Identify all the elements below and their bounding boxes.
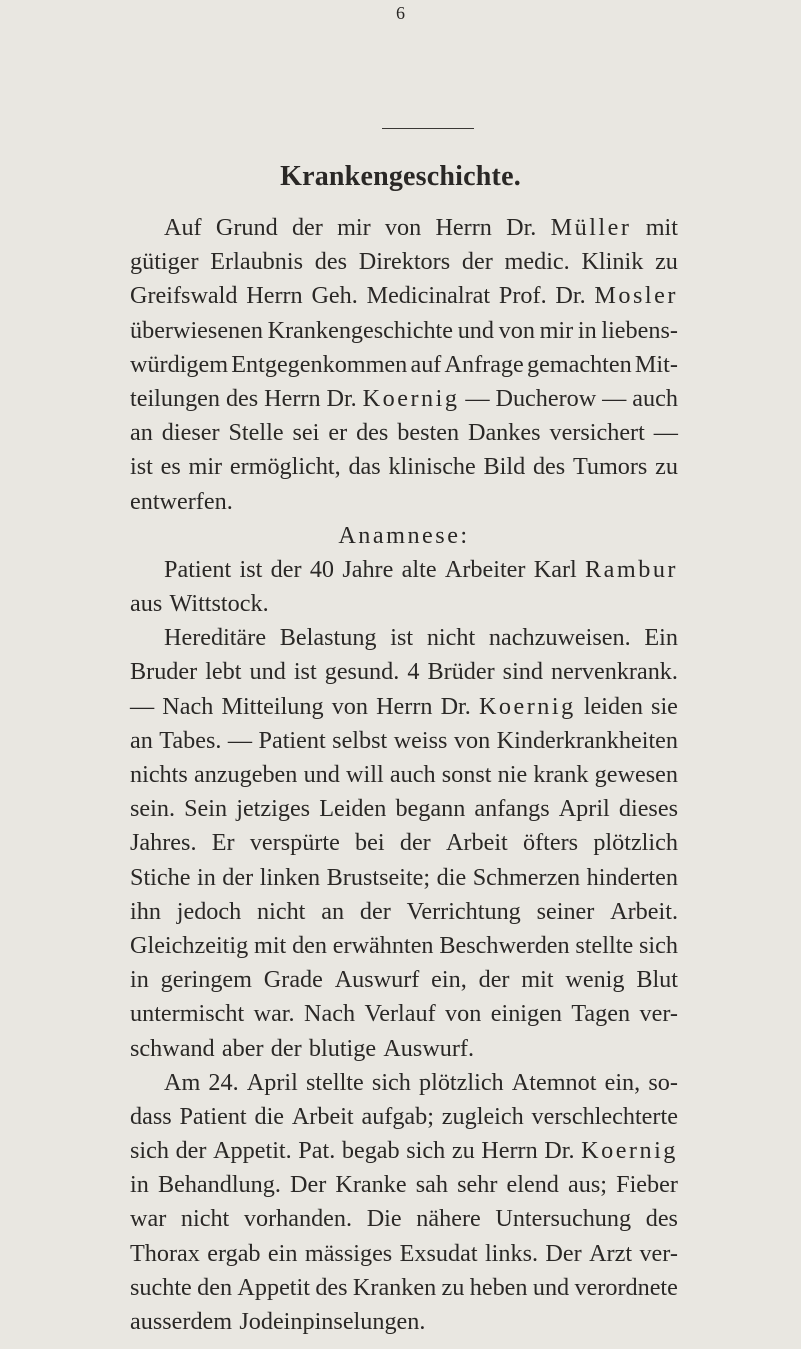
word: an: [130, 419, 153, 447]
word: Kranken: [352, 1273, 437, 1301]
word: aus: [130, 590, 163, 618]
word: sah: [415, 1171, 448, 1199]
word: Herrn: [435, 214, 492, 241]
word: und: [303, 761, 340, 788]
word: Dr.: [506, 214, 537, 241]
word: Verrichtung: [406, 897, 521, 925]
word: Dr.: [326, 384, 357, 412]
word: zu: [441, 1273, 465, 1301]
word: ist: [293, 658, 317, 686]
word: Tagen: [571, 1000, 631, 1028]
word: von: [445, 1000, 482, 1028]
word: Der: [545, 1239, 582, 1267]
word: und: [249, 658, 286, 686]
word: von: [453, 726, 491, 754]
word: so-: [648, 1068, 678, 1096]
word: dieser: [161, 419, 220, 447]
header-rule: [382, 128, 474, 129]
word: und: [532, 1273, 570, 1301]
word: Herrn: [376, 692, 433, 720]
word: Koernig: [581, 1137, 678, 1165]
word: anzugeben: [193, 761, 298, 788]
word: Bruder: [130, 658, 198, 686]
word: Thorax: [130, 1239, 200, 1267]
word: —: [130, 692, 155, 720]
word: Dr.: [440, 692, 471, 720]
word: Stiche: [130, 863, 191, 891]
word: bei: [355, 829, 385, 857]
word: begann: [395, 795, 466, 823]
word: den: [292, 931, 327, 959]
word: vorhanden.: [243, 1205, 353, 1233]
word: Geh.: [311, 282, 358, 310]
word: ihn: [130, 897, 161, 925]
word: Brustseite;: [326, 863, 431, 891]
word: jedoch: [176, 897, 242, 925]
text-line: [130, 416, 678, 450]
word: Beschwerden: [439, 931, 570, 959]
word: mir: [539, 316, 574, 344]
word: Koernig: [362, 384, 460, 412]
word: Pat.: [298, 1137, 336, 1165]
word: sich: [130, 1137, 169, 1165]
word: des: [314, 248, 347, 276]
word: versichert: [549, 419, 645, 447]
word: des: [645, 1205, 678, 1233]
word: zu: [655, 453, 678, 481]
text-line: [130, 1168, 678, 1202]
word: das: [348, 453, 381, 481]
word: Exsudat: [399, 1239, 478, 1267]
word: die: [254, 1102, 285, 1130]
word: des: [356, 419, 389, 447]
word: sich: [406, 1137, 446, 1165]
word: verspürte: [249, 829, 340, 857]
word: Am: [164, 1068, 201, 1096]
word: verordnete: [574, 1273, 678, 1301]
word: er: [328, 419, 348, 447]
word: Sein: [184, 795, 228, 823]
word: Klinik: [581, 248, 644, 276]
word: ermöglicht,: [229, 453, 341, 481]
word: anfangs: [474, 795, 550, 823]
word: würdigem: [130, 350, 229, 378]
word: Stelle: [228, 419, 284, 447]
word: Arbeit: [445, 829, 508, 857]
word: Patient: [164, 555, 232, 583]
text-line: [130, 690, 678, 724]
word: Medicinalrat: [366, 282, 491, 310]
word: Die: [366, 1205, 402, 1233]
word: Belastung: [279, 624, 377, 652]
text-line: [130, 450, 678, 484]
word: mir: [337, 214, 371, 241]
word: aufgab;: [361, 1102, 434, 1130]
word: Appetit: [237, 1273, 310, 1301]
word: Ducherow: [495, 384, 597, 412]
text-line: [130, 724, 678, 758]
word: und: [457, 316, 494, 344]
word: Müller: [550, 214, 632, 241]
word: der: [222, 863, 254, 891]
word: Arbeit.: [610, 897, 678, 925]
word: den: [197, 1273, 233, 1301]
word: linken: [259, 863, 321, 891]
word: mit: [645, 214, 678, 241]
word: Grade: [263, 966, 323, 994]
word: in: [577, 316, 597, 344]
word: plötzlich: [419, 1068, 504, 1096]
word: —: [653, 419, 678, 447]
word: Atemnot: [511, 1068, 597, 1096]
word: heben: [469, 1273, 528, 1301]
word: Mit-: [634, 350, 678, 378]
word: Jodeinpinselungen.: [239, 1308, 426, 1335]
word: mit: [521, 966, 554, 994]
word: sie: [651, 692, 678, 720]
word: besten: [397, 419, 460, 447]
word: klinische: [388, 453, 476, 481]
text-line: [130, 382, 678, 416]
word: Herrn: [481, 1137, 538, 1165]
text-line: [130, 758, 678, 792]
word: Entgegenkommen: [231, 350, 408, 378]
word: nachzuweisen.: [488, 624, 631, 652]
word: Rambur: [585, 555, 678, 583]
word: gesund.: [324, 658, 400, 686]
word: war: [130, 1205, 167, 1233]
word: nähere: [416, 1205, 481, 1233]
word: Jahres.: [130, 829, 197, 857]
word: blutige: [308, 1034, 377, 1062]
word: Erlaubnis: [210, 248, 303, 276]
word: ist: [390, 624, 414, 652]
word: selbst: [332, 726, 388, 754]
word: der: [461, 248, 493, 276]
word: öfters: [523, 829, 579, 857]
word: seiner: [536, 897, 595, 925]
word: ein,: [431, 966, 467, 994]
word: geringem: [160, 966, 252, 994]
word: Grund: [215, 214, 278, 241]
text-line: [130, 314, 678, 348]
word: nicht: [180, 1205, 230, 1233]
word: von: [498, 316, 535, 344]
word: ist: [130, 453, 153, 481]
word: zu: [451, 1137, 475, 1165]
word: Fieber: [616, 1171, 678, 1199]
word: sein.: [130, 795, 176, 823]
word: zu: [655, 248, 678, 276]
word: plötzlich: [593, 829, 678, 857]
word: an: [130, 726, 153, 754]
text-line: [130, 621, 678, 655]
word: sich: [371, 1068, 411, 1096]
text-line: [130, 1271, 678, 1305]
word: dieses: [618, 795, 678, 823]
word: stellte: [575, 931, 634, 959]
word: der: [291, 214, 323, 241]
word: sonst: [441, 761, 492, 788]
word: Verlauf: [364, 1000, 436, 1028]
word: Blut: [636, 966, 678, 994]
word: Untersuchung: [495, 1205, 632, 1233]
word: wenig: [565, 966, 625, 994]
word: war.: [253, 1000, 295, 1028]
text-line: [130, 1305, 678, 1339]
word: links.: [484, 1239, 539, 1267]
word: Auf: [164, 214, 202, 241]
text-line: [130, 1032, 678, 1066]
word: Koernig: [478, 692, 576, 720]
word: Leiden: [319, 795, 387, 823]
word: der: [270, 1034, 302, 1062]
word: erwähnten: [332, 931, 434, 959]
word: Der: [290, 1171, 327, 1199]
word: stellte: [306, 1068, 364, 1096]
word: Brüder: [427, 658, 495, 686]
word: leiden: [583, 692, 643, 720]
word: liebens-: [601, 316, 678, 344]
word: Appetit.: [213, 1137, 292, 1165]
word: auch: [389, 761, 436, 788]
word: Ein: [644, 624, 678, 652]
word: nie: [497, 761, 528, 788]
word: will: [346, 761, 384, 788]
text-line: [130, 1202, 678, 1236]
text-line: [130, 861, 678, 895]
word: teilungen: [130, 384, 221, 412]
text-line: [130, 963, 678, 997]
word: gütiger: [130, 248, 199, 276]
text-line: [130, 587, 678, 621]
word: verschlechterte: [531, 1102, 678, 1130]
text-line: [130, 1237, 678, 1271]
word: sei: [292, 419, 320, 447]
word: weiss: [393, 726, 448, 754]
word: aber: [221, 1034, 264, 1062]
word: der: [175, 1137, 207, 1165]
text-line: [130, 211, 678, 245]
text-line: [130, 826, 678, 860]
word: der: [478, 966, 510, 994]
word: Patient: [179, 1102, 247, 1130]
word: der: [399, 829, 431, 857]
word: lebt: [205, 658, 242, 686]
word: mit: [254, 931, 287, 959]
word: Krankengeschichte: [267, 316, 454, 344]
word: Auswurf: [334, 966, 420, 994]
word: untermischt: [130, 1000, 245, 1028]
text-line: [130, 1134, 678, 1168]
word: 24.: [208, 1068, 239, 1096]
word: ver-: [639, 1000, 678, 1028]
word: des: [532, 453, 566, 481]
text-line: [130, 1100, 678, 1134]
section-heading: Krankengeschichte.: [280, 161, 521, 192]
word: suchte: [130, 1273, 192, 1301]
word: Kinderkrankheiten: [496, 726, 678, 754]
word: krank: [533, 761, 589, 788]
word: von: [331, 692, 368, 720]
word: Patient: [258, 726, 326, 754]
word: hinderten: [586, 863, 678, 891]
word: in: [130, 966, 149, 994]
word: Arbeit: [291, 1102, 354, 1130]
word: Kranke: [335, 1171, 407, 1199]
word: der: [359, 897, 391, 925]
word: der: [270, 555, 302, 583]
word: Auswurf.: [383, 1034, 475, 1062]
word: begab: [341, 1137, 400, 1165]
word: ver-: [639, 1239, 678, 1267]
text-line: [130, 553, 678, 587]
word: Wittstock.: [169, 590, 269, 618]
word: Anamnese:: [338, 521, 470, 549]
page-number: 6: [396, 3, 405, 23]
word: Dr.: [544, 1137, 575, 1165]
word: medic.: [504, 248, 570, 276]
word: —: [465, 384, 490, 412]
text-line: [130, 929, 678, 963]
text-line: [130, 655, 678, 689]
word: zugleich: [441, 1102, 524, 1130]
word: aus;: [568, 1171, 607, 1199]
word: Greifswald: [130, 282, 238, 310]
word: —: [602, 384, 627, 412]
word: Mitteilung: [221, 692, 324, 720]
word: nervenkrank.: [551, 658, 678, 686]
word: Dr.: [555, 282, 586, 310]
word: von: [384, 214, 422, 241]
word: —: [227, 726, 253, 754]
word: ein: [267, 1239, 298, 1267]
word: Herrn: [246, 282, 303, 310]
word: auch: [632, 384, 678, 412]
word: jetziges: [236, 795, 311, 823]
word: ein,: [604, 1068, 641, 1096]
word: gemachten: [526, 350, 632, 378]
word: Hereditäre: [164, 624, 267, 652]
word: Prof.: [498, 282, 547, 310]
word: mir: [188, 453, 223, 481]
word: mässiges: [304, 1239, 393, 1267]
word: in: [196, 863, 216, 891]
word: Nach: [304, 1000, 356, 1028]
word: Gleichzeitig: [130, 931, 249, 959]
text-line: [130, 485, 678, 519]
word: April: [246, 1068, 298, 1096]
word: April: [558, 795, 610, 823]
text-line: [130, 348, 678, 382]
word: des: [315, 1273, 348, 1301]
word: es: [160, 453, 181, 481]
word: Er: [211, 829, 235, 857]
word: ausserdem: [130, 1308, 233, 1335]
word: ergab: [207, 1239, 261, 1267]
word: sich: [638, 931, 678, 959]
word: Tumors: [572, 453, 648, 481]
word: schwand: [130, 1034, 215, 1062]
word: Anfrage: [444, 350, 524, 378]
text-line: [130, 519, 678, 553]
word: des: [225, 384, 259, 412]
word: Arzt: [589, 1239, 633, 1267]
word: Arbeiter: [444, 555, 526, 583]
word: Dankes: [467, 419, 541, 447]
word: gewesen: [594, 761, 678, 788]
word: nichts: [130, 761, 188, 788]
text-line: [130, 792, 678, 826]
word: in: [130, 1171, 149, 1199]
word: die: [436, 863, 467, 891]
word: dass: [130, 1102, 172, 1130]
text-line: [130, 279, 678, 313]
word: entwerfen.: [130, 487, 233, 515]
text-line: [130, 895, 678, 929]
word: Karl: [533, 555, 577, 583]
word: Herrn: [264, 384, 321, 412]
word: alte: [401, 555, 437, 583]
word: sehr: [457, 1171, 498, 1199]
word: elend: [506, 1171, 559, 1199]
word: 4: [407, 658, 420, 686]
word: nicht: [257, 897, 306, 925]
text-line: [130, 245, 678, 279]
body-text: [130, 211, 678, 1339]
word: Nach: [162, 692, 214, 720]
text-line: [130, 997, 678, 1031]
word: Mosler: [594, 282, 678, 310]
word: überwiesenen: [130, 316, 263, 344]
word: Jahre: [342, 555, 394, 583]
text-line: [130, 1066, 678, 1100]
word: an: [321, 897, 345, 925]
word: auf: [410, 350, 442, 378]
word: Bild: [483, 453, 526, 481]
word: einigen: [490, 1000, 562, 1028]
word: 40: [309, 555, 335, 583]
word: ist: [239, 555, 263, 583]
word: Schmerzen: [472, 863, 581, 891]
word: Direktors: [358, 248, 451, 276]
word: Tabes.: [159, 726, 222, 754]
word: sind: [502, 658, 543, 686]
word: Behandlung.: [157, 1171, 281, 1199]
word: nicht: [426, 624, 476, 652]
